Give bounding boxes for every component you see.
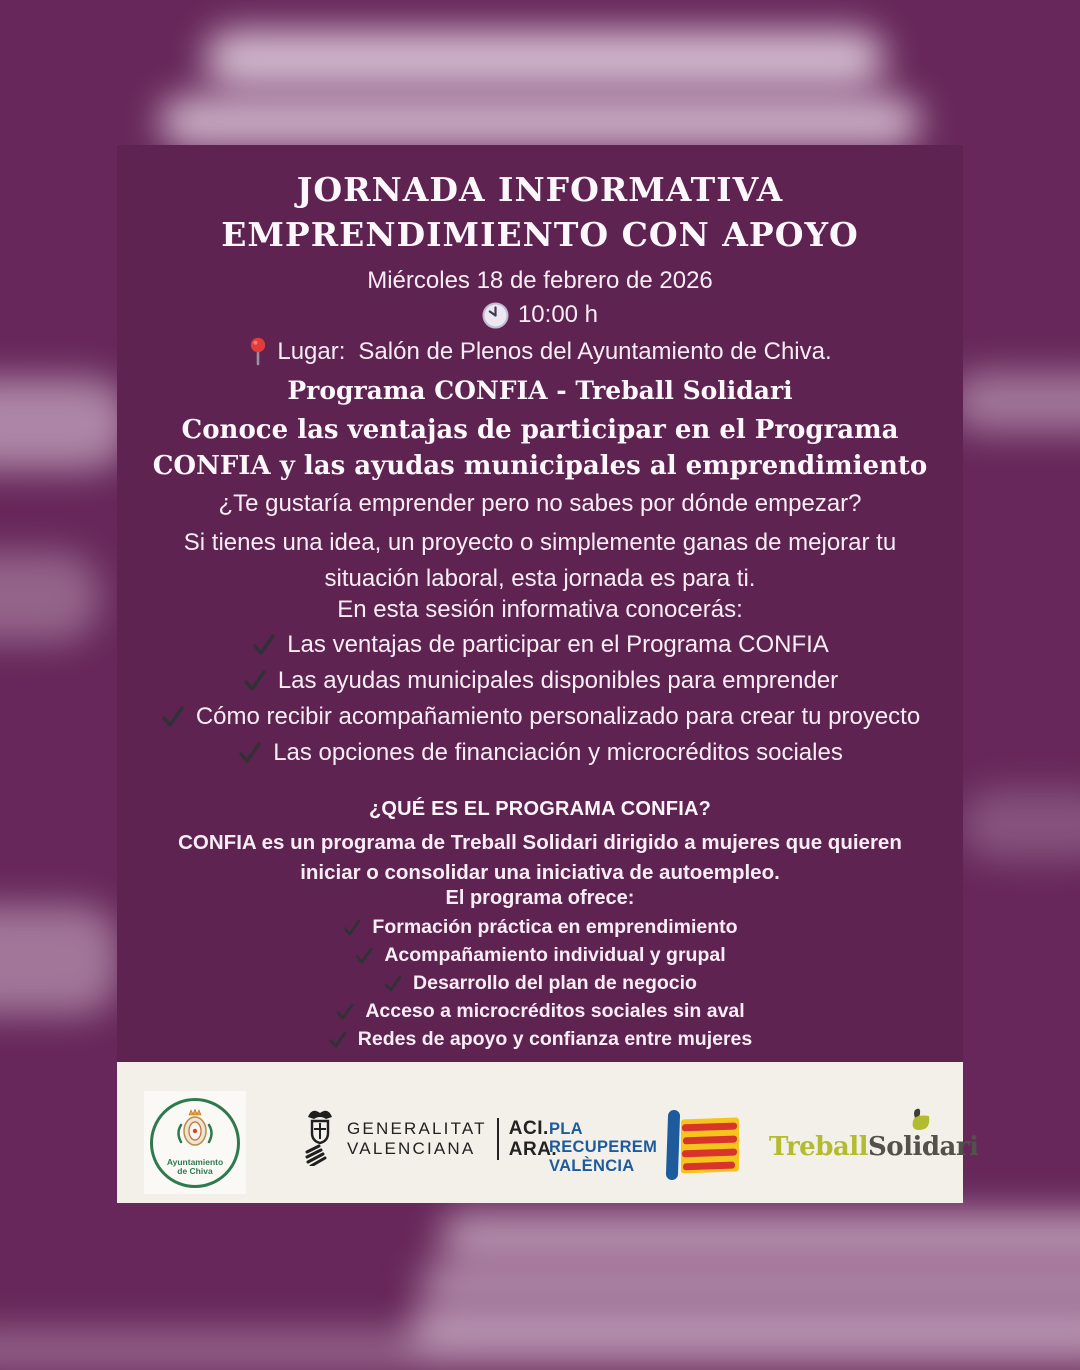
session-intro: En esta sesión informativa conocerás:: [337, 596, 743, 623]
ayuntamiento-logo: [144, 1091, 246, 1194]
checklist-item: [383, 972, 697, 995]
background-blur-blob: [205, 30, 885, 88]
event-title-line2: EMPRENDIMIENTO CON APOYO: [221, 215, 859, 254]
checklist-item-text: Redes de apoyo y confianza entre mujeres: [357, 1028, 753, 1050]
check-icon: [251, 632, 277, 658]
offers-intro: El programa ofrece:: [445, 887, 635, 909]
checklist-item: [335, 1000, 744, 1023]
generalitat-name: GENERALITAT VALENCIANA: [347, 1118, 487, 1158]
checklist-item: [354, 944, 725, 967]
checklist-item-text: Acompañamiento individual y grupal: [384, 944, 726, 966]
checklist-item: [237, 739, 843, 767]
check-icon: [242, 668, 268, 694]
generalitat-emblem-icon: [303, 1106, 337, 1171]
check-icon: [335, 1002, 355, 1022]
confia-heading: ¿QUÉ ES EL PROGRAMA CONFIA?: [368, 798, 712, 820]
aci-ara-tag: ACI. ARA.: [508, 1117, 558, 1160]
program-heading: Programa CONFIA - Treball Solidari: [287, 376, 793, 405]
background-blur-blob: [160, 96, 920, 148]
background-blur-blob: [0, 552, 100, 642]
location-pin-icon: [248, 337, 268, 367]
background-blur-blob: [440, 1212, 1080, 1260]
check-icon: [160, 704, 186, 730]
background-blur-blob: [420, 1262, 1080, 1306]
background-blur-blob: [0, 1330, 1080, 1370]
checklist-item-text: Cómo recibir acompañamiento personalizado para crear tu proyecto: [195, 703, 921, 730]
poster-card: [117, 145, 979, 1203]
offers-checklist: [117, 916, 963, 1051]
ayuntamiento-label: Ayuntamiento de Chiva: [166, 1156, 224, 1176]
checklist-item: [342, 916, 737, 939]
ayuntamiento-circle: [150, 1098, 240, 1188]
checklist-item: [251, 631, 829, 659]
check-icon: [354, 946, 374, 966]
location-label: Lugar:: [277, 338, 346, 365]
generalitat-logo: [303, 1106, 557, 1171]
background-blur-blob: [0, 378, 130, 470]
event-date: Miércoles 18 de febrero de 2026: [367, 267, 713, 294]
checklist-item-text: Formación práctica en emprendimiento: [372, 916, 738, 938]
checklist-item: [328, 1028, 752, 1051]
checklist-item-text: Las ventajas de participar en el Programa CONFIA: [287, 631, 829, 658]
checklist-item-text: Las opciones de financiación y microcréditos sociales: [273, 739, 843, 766]
background-blur-blob: [0, 905, 120, 1015]
ayuntamiento-crest-icon: [172, 1109, 218, 1158]
event-title: [120, 167, 960, 257]
check-icon: [237, 740, 263, 766]
checklist-item-text: Las ayudas municipales disponibles para emprender: [277, 667, 839, 694]
intro-text: Si tienes una idea, un proyecto o simplemente ganas de mejorar tu situación laboral, esta jornada es para ti.: [183, 529, 897, 592]
event-time-row: [340, 301, 740, 329]
check-icon: [342, 918, 362, 938]
program-tagline: Conoce las ventajas de participar en el Programa CONFIA y las ayudas municipales al emprendimiento: [152, 415, 928, 481]
event-title-line1: JORNADA INFORMATIVA: [296, 170, 784, 209]
intro-question: ¿Te gustaría emprender pero no sabes por dónde empezar?: [218, 490, 862, 517]
background-blur-blob: [950, 372, 1080, 432]
checklist-item: [242, 667, 838, 695]
event-location-row: [130, 337, 950, 367]
session-checklist: [117, 631, 963, 767]
event-time: 10:00 h: [517, 301, 599, 328]
clock-icon: [482, 302, 509, 329]
checklist-item: [160, 703, 920, 731]
checklist-item-text: Desarrollo del plan de negocio: [413, 972, 697, 994]
check-icon: [328, 1030, 348, 1050]
confia-description: CONFIA es un programa de Treball Solidari dirigido a mujeres que quieren iniciar o consolidar una iniciativa de autoempleo.: [178, 831, 902, 884]
logo-strip: [117, 1062, 979, 1203]
checklist-item-text: Acceso a microcréditos sociales sin aval: [365, 1000, 745, 1022]
location-text: Salón de Plenos del Ayuntamiento de Chiva.: [358, 338, 832, 365]
pla-recuperem-name: PLA RECUPEREM VALÈNCIA: [549, 1119, 658, 1175]
pla-recuperem-logo: [549, 1108, 741, 1187]
senyera-flag-icon: [665, 1108, 741, 1187]
background-blur-blob: [960, 790, 1080, 860]
treball-solidari-logo: [769, 1108, 979, 1178]
treball-solidari-name: TreballSolidari: [769, 1132, 979, 1162]
check-icon: [383, 974, 403, 994]
generalitat-divider: [497, 1118, 499, 1160]
